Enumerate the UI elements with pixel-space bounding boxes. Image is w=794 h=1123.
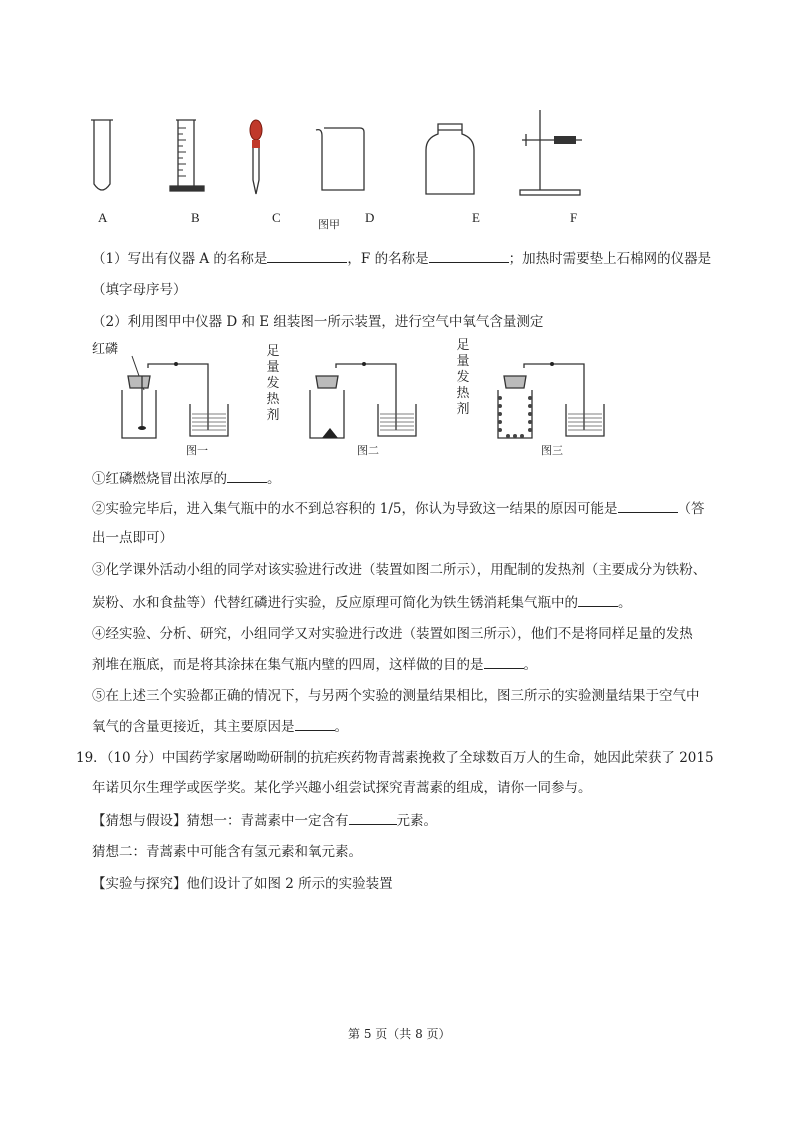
page-footer: 第 5 页（共 8 页）	[348, 1027, 451, 1041]
figure-three-caption: 图三	[541, 444, 563, 457]
q19-guess1-end: 元素。	[396, 813, 437, 829]
item-3-line2	[92, 592, 632, 613]
item-2-line2: 出一点即可）	[92, 530, 173, 546]
item-4-end: 。	[523, 657, 537, 673]
item-1-text: ①红磷燃烧冒出浓厚的	[92, 471, 227, 487]
label-c: C	[272, 210, 281, 225]
test-tube-drawing	[88, 118, 118, 198]
answer-blank	[227, 468, 267, 483]
label-b: B	[191, 210, 200, 225]
item-3-end: 。	[618, 595, 632, 611]
item-1	[92, 468, 281, 489]
iron-stand-drawing	[518, 108, 588, 200]
item-3-line1: ③化学课外活动小组的同学对该实验进行改进（装置如图二所示），用配制的发热剂（主要成分为铁粉、	[92, 562, 707, 578]
item-5-line1: ⑤在上述三个实验都正确的情况下，与另两个实验的测量结果相比，图三所示的实验测量结果于空气中	[92, 688, 700, 704]
answer-blank	[484, 654, 524, 669]
item-5-text-b: 氧气的含量更接近，其主要原因是	[92, 719, 295, 735]
graduated-cylinder-drawing	[168, 116, 213, 196]
figure-one-caption: 图一	[186, 444, 208, 457]
figure-one-drawing	[112, 350, 242, 442]
q19-line1: 19．（10 分）中国药学家屠呦呦研制的抗疟疾药物青蒿素挽救了全球数百万人的生命，她因此荣获了 2015	[76, 750, 714, 766]
q19-guess1	[92, 810, 437, 831]
beaker-drawing	[314, 126, 372, 196]
item-4-text-b: 剂堆在瓶底，而是将其涂抹在集气瓶内壁的四周，这样做的目的是	[92, 657, 484, 673]
answer-blank	[578, 592, 618, 607]
answer-blank	[429, 248, 509, 263]
item-1-end: 。	[267, 471, 281, 487]
figure-three-drawing	[488, 350, 618, 442]
item-3-text-b: 炭粉、水和食盐等）代替红磷进行实验，反应原理可简化为铁生锈消耗集气瓶中的	[92, 595, 578, 611]
answer-blank	[349, 810, 397, 825]
answer-blank	[267, 248, 347, 263]
gas-bottle-drawing	[424, 122, 476, 198]
answer-blank	[618, 498, 678, 513]
figure-two-caption: 图二	[357, 444, 379, 457]
figure-jia-caption: 图甲	[318, 218, 340, 231]
q18-part1-line2: （填字母序号）	[92, 282, 187, 298]
q19-experiment: 【实验与探究】他们设计了如图 2 所示的实验装置	[92, 876, 393, 892]
figure-two-drawing	[300, 350, 430, 442]
item-4-line1: ④经实验、分析、研究，小组同学又对实验进行改进（装置如图三所示），他们不是将同样足量的发热	[92, 626, 693, 642]
label-a: A	[98, 210, 108, 225]
q19-guess2: 猜想二：青蒿素中可能含有氢元素和氧元素。	[92, 844, 362, 860]
q18-part1-text-a: （1）写出有仪器 A 的名称是	[92, 251, 268, 267]
item-4-line2	[92, 654, 537, 675]
q19-guess1-text: 【猜想与假设】猜想一：青蒿素中一定含有	[92, 813, 349, 829]
item-2-text-a: ②实验完毕后，进入集气瓶中的水不到总容积的 1/5，你认为导致这一结果的原因可能是	[92, 501, 618, 517]
q19-line2: 年诺贝尔生理学或医学奖。某化学兴趣小组尝试探究青蒿素的组成，请你一同参与。	[92, 780, 592, 796]
q18-part2-intro: （2）利用图甲中仪器 D 和 E 组装图一所示装置，进行空气中氧气含量测定	[92, 314, 544, 330]
heating-agent-label-fig3: 足量发热剂	[456, 338, 470, 417]
item-5-end: 。	[334, 719, 348, 735]
q18-part1-line1	[92, 248, 711, 269]
answer-blank	[295, 716, 335, 731]
label-e: E	[472, 210, 480, 225]
red-phosphorus-label: 红磷	[92, 342, 119, 357]
item-2-text-b: （答	[677, 501, 705, 517]
item-5-line2	[92, 716, 348, 737]
heating-agent-label-fig2: 足量发热剂	[266, 344, 280, 423]
q18-part1-text-b: ，F 的名称是	[347, 251, 429, 267]
dropper-drawing	[246, 118, 266, 198]
label-d: D	[365, 210, 375, 225]
label-f: F	[570, 210, 578, 225]
item-2-line1	[92, 498, 705, 519]
q18-part1-text-c: ；加热时需要垫上石棉网的仪器是	[508, 251, 712, 267]
